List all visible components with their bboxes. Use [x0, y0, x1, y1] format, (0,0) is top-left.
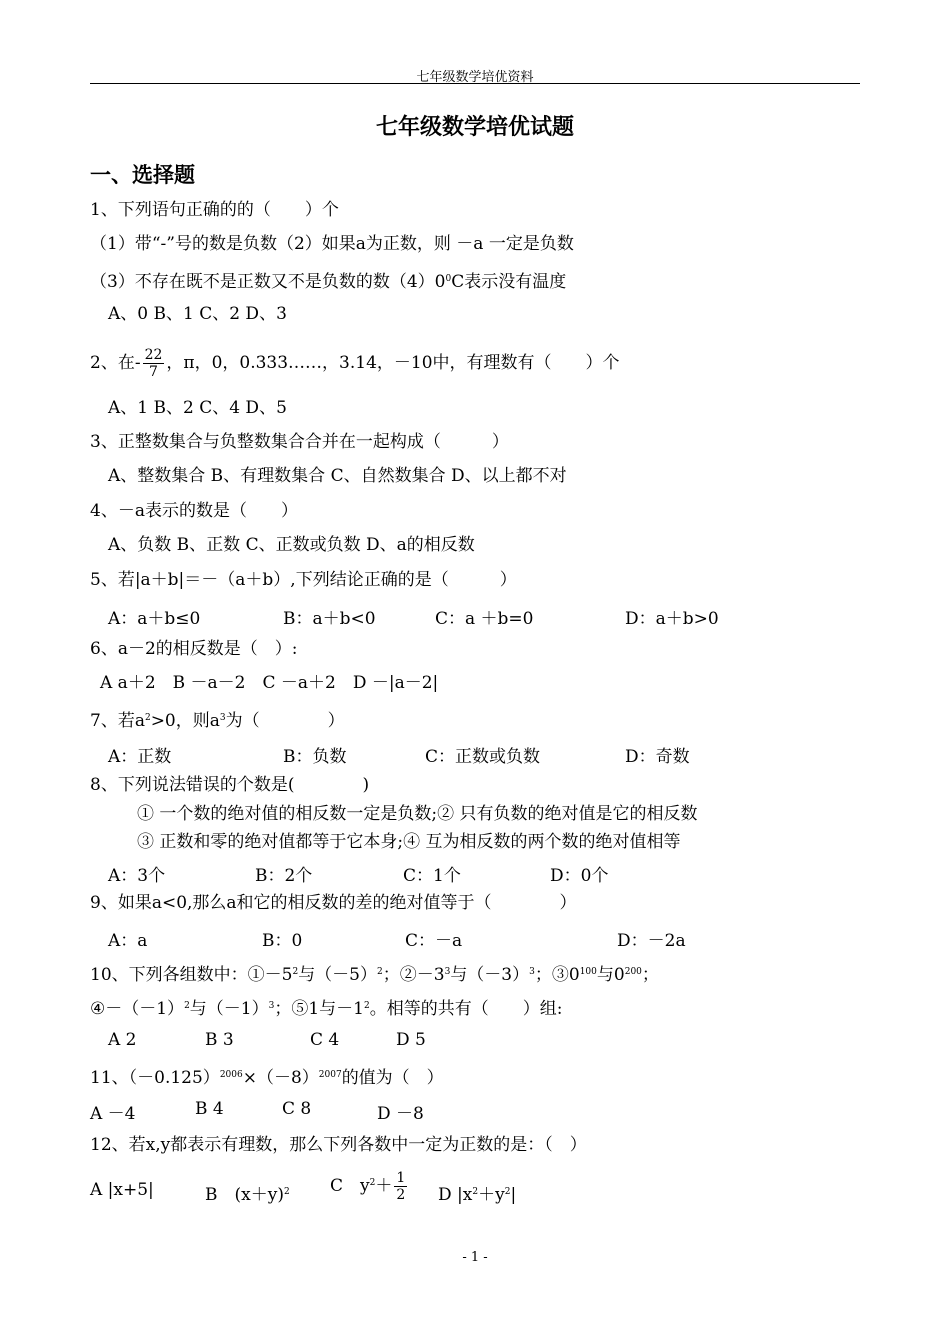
page-title: 七年级数学培优试题	[375, 114, 574, 140]
q7-option-a: A：正数	[108, 747, 172, 767]
q9-option-a: A：a	[108, 931, 148, 951]
q10-option-b: B 3	[205, 1030, 234, 1050]
q1-stem: 1、下列语句正确的的（ ）个	[90, 200, 339, 220]
q10-option-d: D 5	[396, 1030, 426, 1050]
section-heading: 一、选择题	[90, 162, 195, 187]
q9-option-c: C：－a	[405, 931, 463, 951]
q6-options: A a＋2 B －a－2 C －a＋2 D －|a－2|	[100, 673, 439, 693]
q7-stem: 7、若$a^2>0$，则$a^3$为（ ）	[90, 711, 345, 731]
q2-fraction: $\frac{22}{7}$	[144, 347, 163, 380]
q3-options: A、整数集合 B、有理数集合 C、自然数集合 D、以上都不对	[108, 466, 567, 486]
q1-statement-1: （1）带“-”号的数是负数（2）如果a为正数，则 －a 一定是负数	[90, 234, 574, 254]
q7-option-c: C：正数或负数	[425, 747, 541, 767]
q4-stem: 4、－a表示的数是（ ）	[90, 501, 298, 521]
q7-option-b: B：负数	[283, 747, 347, 767]
q11-stem: 11、$(-0.125)^{2006}\times(-8)^{2007}$的值为（ ）	[90, 1068, 444, 1088]
q12-option-a: A |x+5|	[90, 1180, 154, 1200]
q9-option-d: D：－2a	[617, 931, 686, 951]
q3-stem: 3、正整数集合与负整数集合合并在一起构成（ ）	[90, 432, 509, 452]
q8-statement-2: ③ 正数和零的绝对值都等于它本身;④ 互为相反数的两个数的绝对值相等	[137, 832, 681, 852]
q4-options: A、负数 B、正数 C、正数或负数 D、a的相反数	[108, 535, 475, 555]
q10-line-2: $④-(-1)^2$与$(-1)^3$；⑤1与$-1^2$。相等的共有（ ）组:	[90, 999, 563, 1019]
q5-option-a: A：a＋b≤0	[108, 609, 201, 629]
page-header: 七年级数学培优资料	[416, 70, 534, 85]
q8-option-d: D：0个	[550, 866, 609, 886]
q11-option-b: B 4	[195, 1099, 224, 1119]
q11-option-a: A －4	[90, 1104, 136, 1124]
q1-options: A、0 B、1 C、2 D、3	[108, 304, 287, 324]
q12-stem: 12、若x,y都表示有理数，那么下列各数中一定为正数的是：（ ）	[90, 1135, 587, 1155]
q8-option-c: C：1个	[403, 866, 461, 886]
header-rule	[90, 83, 860, 84]
q9-stem: 9、如果a<0,那么a和它的相反数的差的绝对值等于（ ）	[90, 893, 577, 913]
q10-option-a: A 2	[108, 1030, 137, 1050]
q6-stem: 6、a－2的相反数是（ ）:	[90, 639, 298, 659]
q2-options: A、1 B、2 C、4 D、5	[108, 398, 287, 418]
q8-option-b: B：2个	[255, 866, 313, 886]
q10-line-1: 10、下列各组数中：$①-5^2$与$(-5)^2$；$②-3^3$与$(-3)^3$；$③0^{100}$与$0^{200}$；	[90, 965, 659, 985]
q2-stem: 2、在- $\frac{22}{7}$ ，π，0，0.333……，3.14，－10中，有理数有（ ）个	[90, 347, 620, 380]
q7-option-d: D：奇数	[625, 747, 690, 767]
q12-fraction: $\frac{1}{2}$	[396, 1170, 406, 1203]
q1-statement-2: （3）不存在既不是正数又不是负数的数$(4)0^0C$表示没有温度	[90, 272, 567, 292]
q8-statement-1: ① 一个数的绝对值的相反数一定是负数;② 只有负数的绝对值是它的相反数	[137, 804, 698, 824]
q12-option-d: D $|x^2+y^2|$	[438, 1185, 517, 1205]
q11-option-c: C 8	[282, 1099, 312, 1119]
q5-option-b: B：a＋b<0	[283, 609, 376, 629]
q9-option-b: B：0	[262, 931, 303, 951]
page-number: - 1 -	[462, 1250, 488, 1265]
q5-option-d: D：a＋b>0	[625, 609, 719, 629]
q12-option-c: C $y^2+$ $\frac{1}{2}$	[330, 1170, 406, 1203]
q12-option-b: B $(x+y)^2$	[205, 1185, 290, 1205]
q10-option-c: C 4	[310, 1030, 340, 1050]
q8-stem: 8、下列说法错误的个数是( )	[90, 775, 370, 795]
q5-option-c: C：a ＋b=0	[435, 609, 534, 629]
q11-option-d: D －8	[377, 1104, 424, 1124]
q8-option-a: A：3个	[108, 866, 166, 886]
q5-stem: 5、若|a＋b|＝－（a＋b）,下列结论正确的是（ ）	[90, 570, 517, 590]
